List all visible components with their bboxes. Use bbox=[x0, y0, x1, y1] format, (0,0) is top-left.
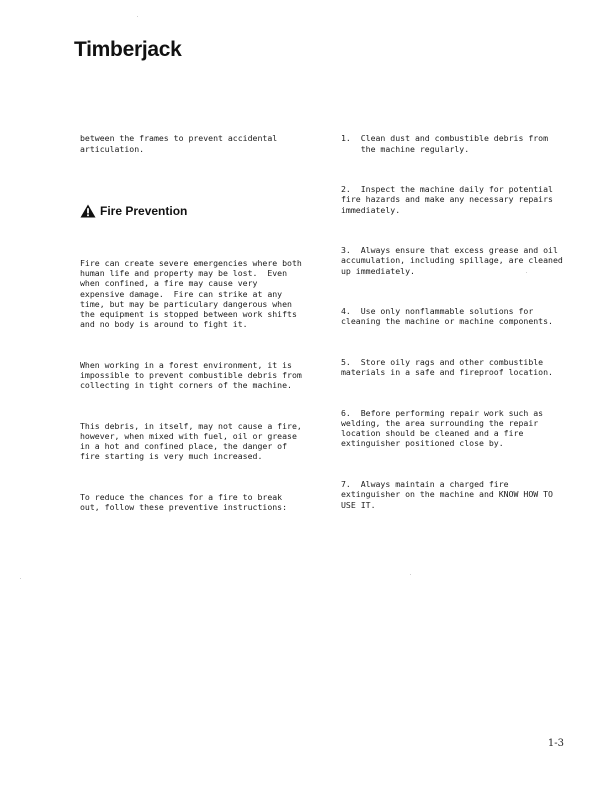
instruction-item: 1. Clean dust and combustible debris from the machine regularly. bbox=[341, 133, 549, 154]
instruction-item: 6. Before performing repair work such as welding, the area surrounding the repair location should be cleaned and a fire extinguisher positioned close by. bbox=[341, 407, 544, 449]
paragraph: Fire can create severe emergencies where both human life and property may be lost. Even when confined, a fire may cause very expensive damage. Fire can strike at any time, but may be particulary dangerous when the equipment is stopped between work shifts and no body is around to fight it. bbox=[80, 258, 302, 330]
instruction-item: 7. Always maintain a charged fire extinguisher on the machine and KNOW HOW TO USE IT. bbox=[341, 479, 553, 510]
paragraph: This debris, in itself, may not cause a fire, however, when mixed with fuel, oil or grease in a hot and confined place, the danger of fire starting is very much increased. bbox=[80, 420, 302, 462]
scan-speck bbox=[137, 16, 138, 17]
page-number: 1-3 bbox=[547, 738, 564, 749]
scan-speck bbox=[526, 272, 527, 273]
instruction-item: 5. Store oily rags and other combustible materials in a safe and fireproof location. bbox=[341, 357, 553, 378]
instruction-item: 4. Use only nonflammable solutions for cleaning the machine or machine components. bbox=[341, 306, 553, 327]
instruction-item: 2. Inspect the machine daily for potential fire hazards and make any necessary repairs immediately. bbox=[341, 184, 553, 215]
instruction-item: 3. Always ensure that excess grease and oil accumulation, including spillage, are cleaned up immediately. bbox=[341, 245, 563, 276]
intro-paragraph: between the frames to prevent accidental articulation. bbox=[80, 133, 278, 154]
right-column bbox=[341, 113, 581, 530]
section-heading-text: Fire Prevention bbox=[100, 204, 188, 219]
section-heading bbox=[80, 204, 330, 218]
scan-speck bbox=[20, 578, 21, 579]
paragraph: To reduce the chances for a fire to break out, follow these preventive instructions: bbox=[80, 492, 288, 513]
scan-speck bbox=[410, 574, 411, 575]
warning-triangle-icon bbox=[80, 204, 96, 218]
left-column bbox=[80, 113, 330, 533]
brand-logo-text: Timberjack bbox=[74, 38, 182, 61]
paragraph: When working in a forest environment, it is impossible to prevent combustible debris from collecting in tight corners of the machine. bbox=[80, 359, 302, 391]
